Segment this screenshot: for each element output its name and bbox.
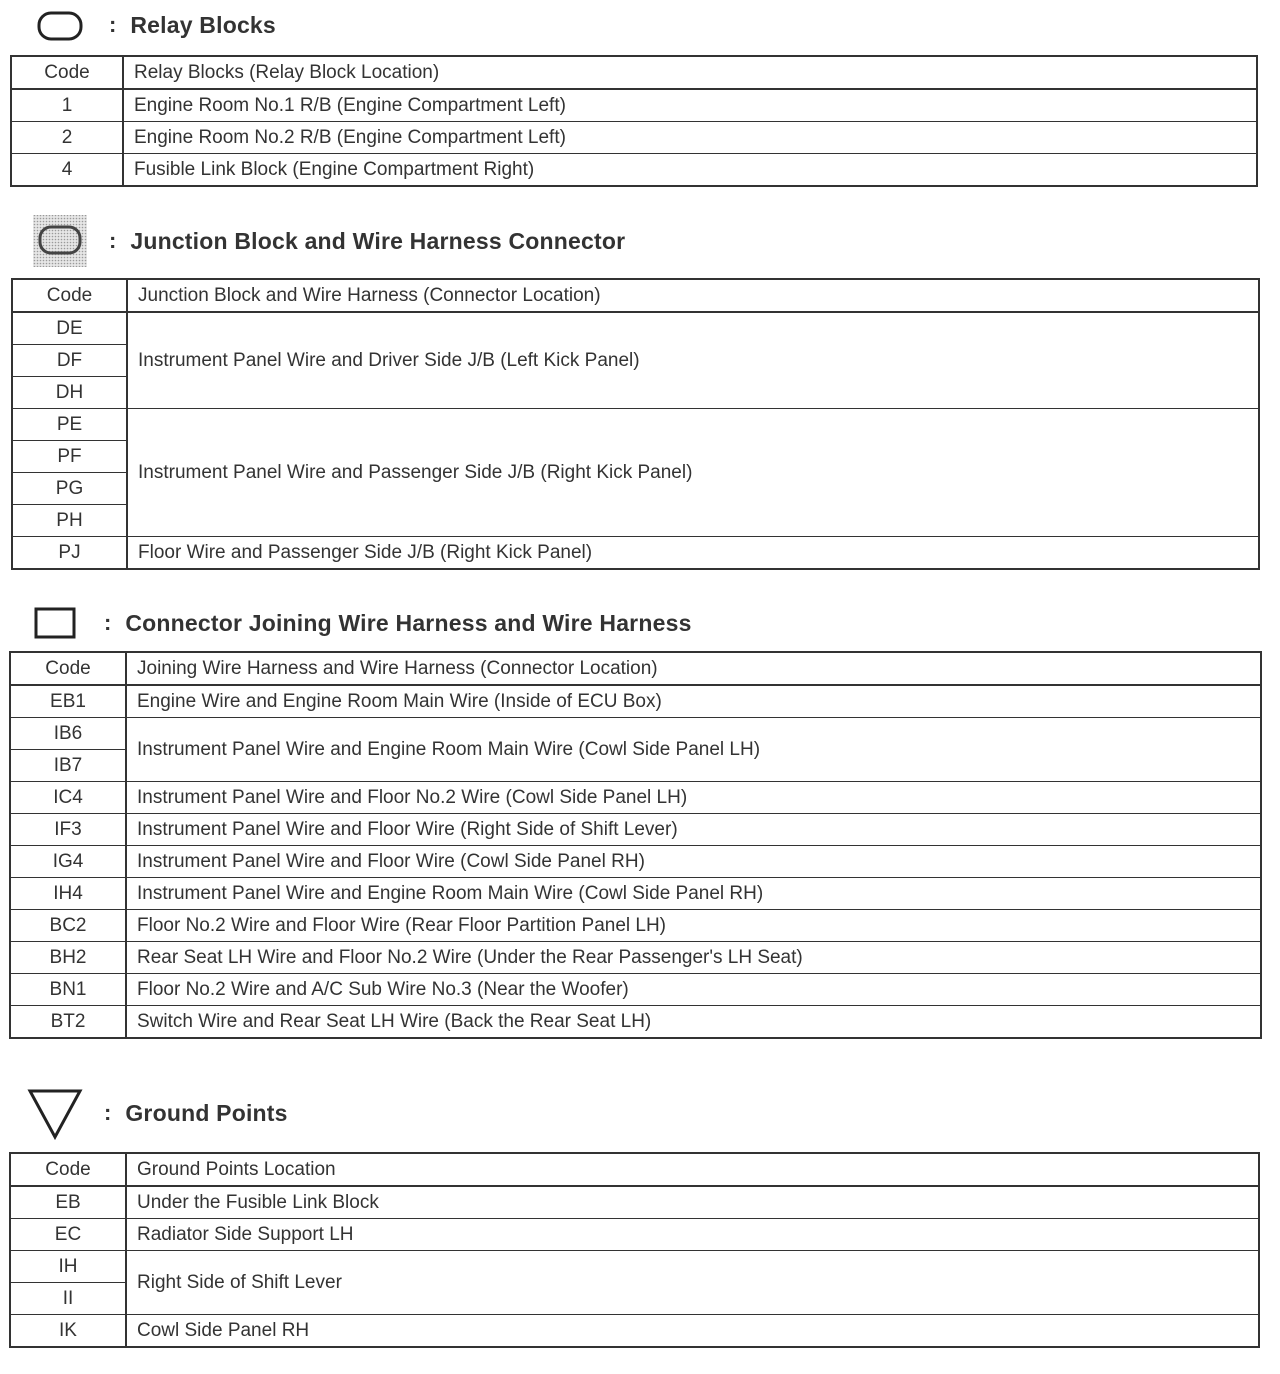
location-cell: Rear Seat LH Wire and Floor No.2 Wire (Under the Rear Passenger's LH Seat) — [126, 942, 1261, 974]
junction-block-icon — [25, 216, 95, 266]
location-cell: Instrument Panel Wire and Passenger Side J/B (Right Kick Panel) — [127, 409, 1259, 537]
table-header-row — [12, 279, 1259, 312]
table-row — [11, 89, 1257, 122]
table-row — [10, 685, 1261, 718]
separator-colon: : — [104, 1100, 112, 1125]
code-cell: IB7 — [10, 750, 126, 782]
location-cell: Floor No.2 Wire and A/C Sub Wire No.3 (Near the Woofer) — [126, 974, 1261, 1006]
section-title: Ground Points — [125, 1099, 288, 1126]
connector-icon — [20, 598, 90, 648]
table-row — [10, 846, 1261, 878]
code-cell: BT2 — [10, 1006, 126, 1039]
code-cell: EC — [10, 1219, 126, 1251]
table-row — [10, 1251, 1259, 1283]
section-heading-ground-points — [20, 1088, 288, 1138]
code-cell: IF3 — [10, 814, 126, 846]
code-column-header: Code — [12, 279, 127, 312]
table-row — [10, 1315, 1259, 1348]
table-header-row — [10, 652, 1261, 685]
code-cell: 4 — [11, 154, 123, 187]
section-heading-junction-block — [25, 216, 625, 266]
location-cell: Cowl Side Panel RH — [126, 1315, 1259, 1348]
code-cell: IB6 — [10, 718, 126, 750]
code-cell: 2 — [11, 122, 123, 154]
table-row — [11, 122, 1257, 154]
location-cell: Engine Wire and Engine Room Main Wire (Inside of ECU Box) — [126, 685, 1261, 718]
location-cell: Under the Fusible Link Block — [126, 1186, 1259, 1219]
table-row — [10, 1186, 1259, 1219]
location-cell: Instrument Panel Wire and Engine Room Main Wire (Cowl Side Panel RH) — [126, 878, 1261, 910]
location-cell: Instrument Panel Wire and Floor Wire (Right Side of Shift Lever) — [126, 814, 1261, 846]
table-row — [10, 878, 1261, 910]
table-row — [11, 154, 1257, 187]
code-cell: DF — [12, 345, 127, 377]
location-cell: Fusible Link Block (Engine Compartment Right) — [123, 154, 1257, 187]
code-cell: BH2 — [10, 942, 126, 974]
location-cell: Floor Wire and Passenger Side J/B (Right Kick Panel) — [127, 537, 1259, 570]
location-cell: Instrument Panel Wire and Engine Room Main Wire (Cowl Side Panel LH) — [126, 718, 1261, 782]
code-cell: PE — [12, 409, 127, 441]
table-row — [12, 537, 1259, 570]
section-title: Relay Blocks — [130, 11, 276, 38]
location-column-header: Junction Block and Wire Harness (Connector Location) — [127, 279, 1259, 312]
table-row — [10, 974, 1261, 1006]
location-cell: Engine Room No.1 R/B (Engine Compartment Left) — [123, 89, 1257, 122]
code-column-header: Code — [10, 652, 126, 685]
table-row — [10, 1006, 1261, 1039]
location-column-header: Joining Wire Harness and Wire Harness (Connector Location) — [126, 652, 1261, 685]
table-row — [10, 814, 1261, 846]
location-cell: Switch Wire and Rear Seat LH Wire (Back the Rear Seat LH) — [126, 1006, 1261, 1039]
table-header-row — [11, 56, 1257, 89]
relay-blocks-table — [10, 55, 1258, 187]
code-column-header: Code — [10, 1153, 126, 1186]
section-heading-relay-blocks — [25, 0, 276, 50]
code-cell: IG4 — [10, 846, 126, 878]
relay-block-icon — [25, 0, 95, 50]
code-cell: IC4 — [10, 782, 126, 814]
location-cell: Floor No.2 Wire and Floor Wire (Rear Floor Partition Panel LH) — [126, 910, 1261, 942]
location-cell: Instrument Panel Wire and Driver Side J/B (Left Kick Panel) — [127, 312, 1259, 409]
table-row — [10, 942, 1261, 974]
table-row — [10, 782, 1261, 814]
code-cell: EB — [10, 1186, 126, 1219]
table-row — [12, 312, 1259, 345]
location-cell: Instrument Panel Wire and Floor No.2 Wire (Cowl Side Panel LH) — [126, 782, 1261, 814]
section-heading-connector-joining — [20, 598, 692, 648]
location-cell: Radiator Side Support LH — [126, 1219, 1259, 1251]
code-cell: IK — [10, 1315, 126, 1348]
connector-joining-table — [9, 651, 1262, 1039]
table-row — [10, 1219, 1259, 1251]
code-cell: EB1 — [10, 685, 126, 718]
code-cell: IH4 — [10, 878, 126, 910]
code-cell: PG — [12, 473, 127, 505]
ground-point-icon — [20, 1083, 90, 1143]
junction-block-table — [11, 278, 1260, 570]
location-cell: Right Side of Shift Lever — [126, 1251, 1259, 1315]
table-row — [10, 718, 1261, 750]
code-cell: IH — [10, 1251, 126, 1283]
separator-colon: : — [109, 12, 117, 37]
code-cell: DH — [12, 377, 127, 409]
location-cell: Engine Room No.2 R/B (Engine Compartment Left) — [123, 122, 1257, 154]
ground-points-table — [9, 1152, 1260, 1348]
section-title: Junction Block and Wire Harness Connector — [130, 227, 626, 254]
code-cell: PH — [12, 505, 127, 537]
code-cell: BN1 — [10, 974, 126, 1006]
table-row — [10, 910, 1261, 942]
code-cell: DE — [12, 312, 127, 345]
code-cell: PF — [12, 441, 127, 473]
table-row — [12, 409, 1259, 441]
code-cell: 1 — [11, 89, 123, 122]
table-header-row — [10, 1153, 1259, 1186]
location-cell: Instrument Panel Wire and Floor Wire (Cowl Side Panel RH) — [126, 846, 1261, 878]
location-column-header: Ground Points Location — [126, 1153, 1259, 1186]
code-cell: PJ — [12, 537, 127, 570]
code-cell: II — [10, 1283, 126, 1315]
section-title: Connector Joining Wire Harness and Wire Harness — [125, 609, 692, 636]
location-column-header: Relay Blocks (Relay Block Location) — [123, 56, 1257, 89]
separator-colon: : — [104, 610, 112, 635]
code-cell: BC2 — [10, 910, 126, 942]
separator-colon: : — [109, 228, 117, 253]
code-column-header: Code — [11, 56, 123, 89]
